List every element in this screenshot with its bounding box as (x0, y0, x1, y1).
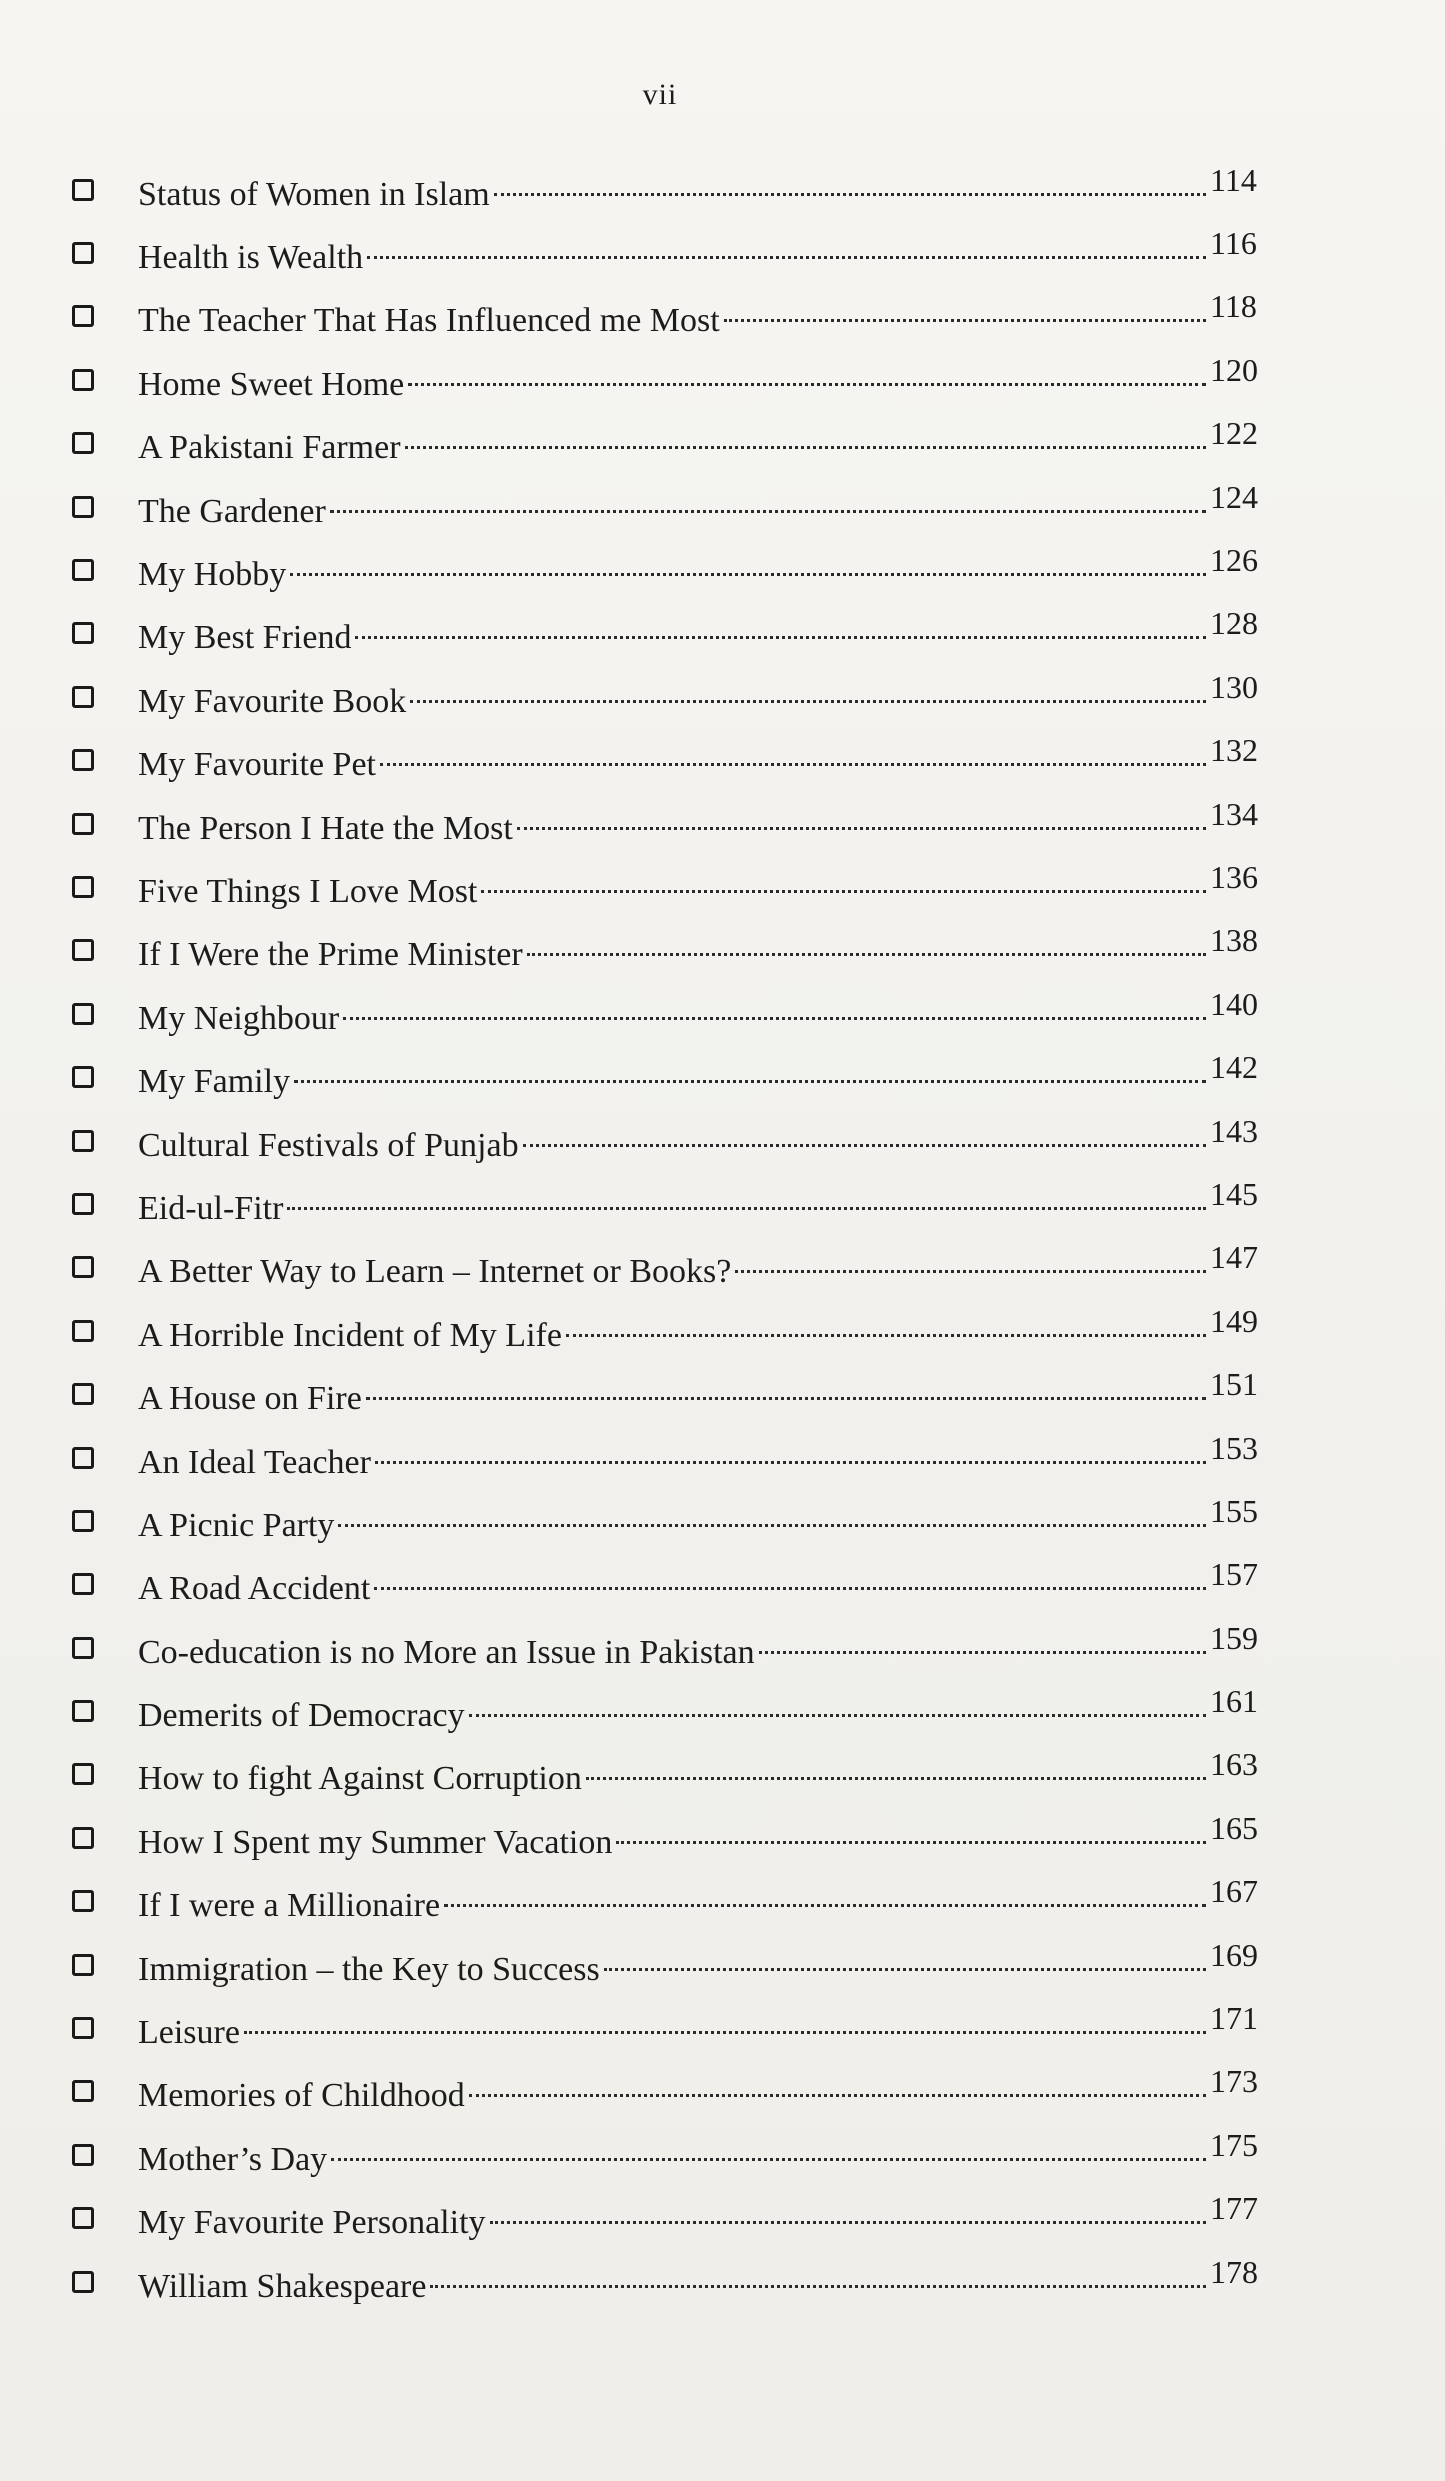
checkbox-icon[interactable] (72, 1700, 94, 1722)
checkbox-icon[interactable] (72, 2207, 94, 2229)
checkbox-icon[interactable] (72, 242, 94, 264)
toc-entry-line (138, 291, 1272, 341)
checkbox-icon[interactable] (72, 1637, 94, 1659)
toc-entry-line (138, 862, 1272, 912)
checkbox-icon[interactable] (72, 939, 94, 961)
toc-entry-title: A Horrible Incident of My Life (138, 1316, 562, 1354)
toc-entry-line (138, 1749, 1272, 1799)
toc-entry-page-number: 134 (1210, 798, 1258, 832)
toc-entry-page-number: 155 (1210, 1495, 1258, 1529)
dot-leader (527, 925, 1206, 965)
toc-entry-line (138, 2066, 1272, 2116)
toc-entry-line (138, 355, 1272, 405)
toc-entry-line (138, 989, 1272, 1039)
dot-leader (366, 1369, 1206, 1409)
toc-entry-page-number: 145 (1210, 1178, 1258, 1212)
toc-entry-page-number: 130 (1210, 671, 1258, 705)
checkbox-icon[interactable] (72, 686, 94, 708)
toc-entry[interactable] (72, 1362, 1272, 1425)
dot-leader (331, 2130, 1206, 2170)
dot-leader (735, 1242, 1206, 1282)
checkbox-icon[interactable] (72, 1130, 94, 1152)
dot-leader (517, 799, 1206, 839)
checkbox-icon[interactable] (72, 813, 94, 835)
toc-entry-title: Health is Wealth (138, 239, 364, 277)
checkbox-icon[interactable] (72, 1066, 94, 1088)
dot-leader (444, 1876, 1206, 1916)
dot-leader (244, 2003, 1206, 2043)
toc-entry-title: Five Things I Love Most (138, 872, 478, 910)
toc-entry-line (138, 545, 1272, 595)
toc-entry[interactable] (72, 348, 1272, 411)
toc-entry[interactable] (72, 285, 1272, 348)
toc-entry-line (138, 165, 1272, 215)
table-of-contents (72, 158, 1272, 2313)
toc-entry-title: Mother’s Day (138, 2140, 328, 2178)
dot-leader (330, 482, 1206, 522)
page-number: vii (642, 78, 678, 111)
toc-entry-title: My Favourite Book (138, 682, 407, 720)
dot-leader (355, 608, 1206, 648)
toc-entry-title: William Shakespeare (138, 2267, 427, 2305)
toc-entry[interactable] (72, 2060, 1272, 2123)
toc-entry[interactable] (72, 475, 1272, 538)
toc-entry-page-number: 149 (1210, 1305, 1258, 1339)
toc-entry-title: My Hobby (138, 556, 287, 594)
toc-entry-title: The Person I Hate the Most (138, 809, 513, 847)
toc-entry-line (138, 925, 1272, 975)
toc-entry-title: How to fight Against Corruption (138, 1760, 582, 1798)
toc-entry-title: My Favourite Pet (138, 746, 376, 784)
toc-entry-line (138, 482, 1272, 532)
toc-entry-title: How I Spent my Summer Vacation (138, 1823, 613, 1861)
toc-entry-page-number: 157 (1210, 1559, 1258, 1593)
toc-entry-title: Cultural Festivals of Punjab (138, 1126, 519, 1164)
toc-entry-line (138, 1369, 1272, 1419)
toc-entry-page-number: 128 (1210, 608, 1258, 642)
toc-entry-page-number: 114 (1210, 164, 1257, 198)
toc-entry-line (138, 799, 1272, 849)
toc-entry-page-number: 169 (1210, 1939, 1258, 1973)
toc-entry[interactable] (72, 1299, 1272, 1362)
toc-entry-title: My Best Friend (138, 619, 352, 657)
toc-entry[interactable] (72, 729, 1272, 792)
dot-leader (523, 1116, 1206, 1156)
toc-entry[interactable] (72, 1236, 1272, 1299)
toc-entry-title: My Neighbour (138, 999, 340, 1037)
toc-entry-title: The Teacher That Has Influenced me Most (138, 302, 720, 340)
dot-leader (343, 989, 1206, 1029)
checkbox-icon[interactable] (72, 1256, 94, 1278)
dot-leader (759, 1623, 1206, 1663)
toc-entry-line (138, 1940, 1272, 1990)
dot-leader (375, 1433, 1206, 1473)
dot-leader (287, 1179, 1206, 1219)
toc-entry-page-number: 124 (1210, 481, 1258, 515)
dot-leader (490, 2193, 1206, 2233)
toc-entry-page-number: 132 (1210, 735, 1258, 769)
toc-entry-page-number: 140 (1210, 988, 1258, 1022)
toc-entry-page-number: 116 (1210, 228, 1257, 262)
toc-entry-line (138, 2130, 1272, 2180)
toc-entry-page-number: 175 (1210, 2129, 1258, 2163)
toc-entry-page-number: 167 (1210, 1876, 1258, 1910)
toc-entry[interactable] (72, 412, 1272, 475)
toc-entry[interactable] (72, 855, 1272, 918)
toc-entry[interactable] (72, 1870, 1272, 1933)
toc-entry[interactable] (72, 2123, 1272, 2186)
toc-entry-page-number: 173 (1210, 2066, 1258, 2100)
checkbox-icon[interactable] (72, 2271, 94, 2293)
toc-entry-title: The Gardener (138, 492, 326, 530)
checkbox-icon[interactable] (72, 1954, 94, 1976)
dot-leader (408, 355, 1206, 395)
toc-entry-line (138, 1433, 1272, 1483)
checkbox-icon[interactable] (72, 305, 94, 327)
toc-entry-line (138, 1876, 1272, 1926)
toc-entry[interactable] (72, 982, 1272, 1045)
toc-entry-title: A Better Way to Learn – Internet or Books? (138, 1253, 732, 1291)
toc-entry-page-number: 118 (1210, 291, 1257, 325)
checkbox-icon[interactable] (72, 496, 94, 518)
checkbox-icon[interactable] (72, 876, 94, 898)
checkbox-icon[interactable] (72, 369, 94, 391)
toc-entry[interactable] (72, 1806, 1272, 1869)
toc-entry-title: If I Were the Prime Minister (138, 936, 523, 974)
toc-entry-page-number: 165 (1210, 1812, 1258, 1846)
toc-entry-line (138, 1179, 1272, 1229)
toc-entry-page-number: 163 (1210, 1749, 1258, 1783)
toc-entry-page-number: 142 (1210, 1052, 1258, 1086)
toc-entry[interactable] (72, 602, 1272, 665)
checkbox-icon[interactable] (72, 1383, 94, 1405)
dot-leader (586, 1749, 1206, 1789)
checkbox-icon[interactable] (72, 1510, 94, 1532)
toc-entry-line (138, 1242, 1272, 1292)
toc-entry-title: My Family (138, 1063, 291, 1101)
toc-entry[interactable] (72, 1743, 1272, 1806)
checkbox-icon[interactable] (72, 749, 94, 771)
toc-entry[interactable] (72, 1045, 1272, 1108)
toc-entry-line (138, 1496, 1272, 1546)
checkbox-icon[interactable] (72, 1320, 94, 1342)
checkbox-icon[interactable] (72, 2017, 94, 2039)
dot-leader (294, 1052, 1206, 1092)
toc-entry[interactable] (72, 1616, 1272, 1679)
dot-leader (367, 228, 1206, 268)
checkbox-icon[interactable] (72, 622, 94, 644)
toc-entry[interactable] (72, 221, 1272, 284)
toc-entry-page-number: 151 (1210, 1369, 1258, 1403)
toc-entry-title: Demerits of Democracy (138, 1697, 465, 1735)
toc-entry-title: Home Sweet Home (138, 365, 405, 403)
toc-entry-line (138, 2193, 1272, 2243)
toc-entry-title: Immigration – the Key to Success (138, 1950, 600, 1988)
dot-leader (430, 2257, 1206, 2297)
toc-entry[interactable] (72, 1996, 1272, 2059)
toc-entry[interactable] (72, 792, 1272, 855)
toc-entry-title: A Road Accident (138, 1570, 371, 1608)
dot-leader (724, 291, 1206, 331)
toc-entry-title: Eid-ul-Fitr (138, 1189, 284, 1227)
toc-entry-page-number: 136 (1210, 861, 1258, 895)
toc-entry-page-number: 178 (1210, 2256, 1258, 2290)
toc-entry-page-number: 122 (1210, 418, 1258, 452)
toc-entry[interactable] (72, 919, 1272, 982)
checkbox-icon[interactable] (72, 1573, 94, 1595)
toc-entry[interactable] (72, 1933, 1272, 1996)
dot-leader (405, 418, 1206, 458)
toc-entry-line (138, 672, 1272, 722)
checkbox-icon[interactable] (72, 1763, 94, 1785)
toc-entry[interactable] (72, 1679, 1272, 1742)
dot-leader (494, 165, 1206, 205)
checkbox-icon[interactable] (72, 1890, 94, 1912)
toc-entry-title: Co-education is no More an Issue in Pakistan (138, 1633, 755, 1671)
toc-entry-line (138, 1559, 1272, 1609)
toc-entry-line (138, 1813, 1272, 1863)
dot-leader (469, 2066, 1206, 2106)
checkbox-icon[interactable] (72, 559, 94, 581)
toc-entry-page-number: 126 (1210, 545, 1258, 579)
toc-entry-line (138, 228, 1272, 278)
checkbox-icon[interactable] (72, 1447, 94, 1469)
toc-entry-title: If I were a Millionaire (138, 1887, 441, 1925)
checkbox-icon[interactable] (72, 1003, 94, 1025)
toc-entry-page-number: 161 (1210, 1686, 1258, 1720)
toc-entry[interactable] (72, 1553, 1272, 1616)
dot-leader (410, 672, 1206, 712)
toc-entry-line (138, 2003, 1272, 2053)
toc-entry-title: My Favourite Personality (138, 2204, 486, 2242)
toc-entry-page-number: 143 (1210, 1115, 1258, 1149)
dot-leader (481, 862, 1206, 902)
toc-entry-page-number: 159 (1210, 1622, 1258, 1656)
toc-entry-line (138, 1116, 1272, 1166)
dot-leader (469, 1686, 1206, 1726)
toc-entry-title: A Picnic Party (138, 1506, 335, 1544)
toc-entry-line (138, 1052, 1272, 1102)
toc-entry-title: A Pakistani Farmer (138, 429, 401, 467)
toc-entry[interactable] (72, 665, 1272, 728)
toc-entry-page-number: 177 (1210, 2193, 1258, 2227)
toc-entry-title: A House on Fire (138, 1380, 362, 1418)
toc-entry-page-number: 153 (1210, 1432, 1258, 1466)
toc-entry-line (138, 1306, 1272, 1356)
toc-entry[interactable] (72, 2187, 1272, 2250)
toc-entry-page-number: 120 (1210, 354, 1258, 388)
toc-entry-line (138, 2257, 1272, 2307)
toc-entry-page-number: 147 (1210, 1242, 1258, 1276)
checkbox-icon[interactable] (72, 179, 94, 201)
dot-leader (380, 735, 1206, 775)
toc-entry[interactable] (72, 158, 1272, 221)
dot-leader (338, 1496, 1206, 1536)
toc-entry-page-number: 138 (1210, 925, 1258, 959)
toc-entry[interactable] (72, 1426, 1272, 1489)
toc-entry[interactable] (72, 1109, 1272, 1172)
toc-entry[interactable] (72, 1489, 1272, 1552)
toc-entry[interactable] (72, 538, 1272, 601)
checkbox-icon[interactable] (72, 2080, 94, 2102)
checkbox-icon[interactable] (72, 1827, 94, 1849)
dot-leader (374, 1559, 1206, 1599)
dot-leader (290, 545, 1206, 585)
dot-leader (566, 1306, 1206, 1346)
dot-leader (616, 1813, 1206, 1853)
toc-entry-page-number: 171 (1210, 2003, 1258, 2037)
toc-entry-line (138, 735, 1272, 785)
toc-entry-line (138, 608, 1272, 658)
toc-entry-line (138, 1686, 1272, 1736)
checkbox-icon[interactable] (72, 432, 94, 454)
dot-leader (604, 1940, 1206, 1980)
toc-entry-title: Leisure (138, 2014, 240, 2052)
toc-entry[interactable] (72, 2250, 1272, 2313)
toc-entry-line (138, 418, 1272, 468)
toc-entry-title: An Ideal Teacher (138, 1443, 371, 1481)
toc-entry-title: Status of Women in Islam (138, 175, 490, 213)
toc-entry-title: Memories of Childhood (138, 2077, 465, 2115)
checkbox-icon[interactable] (72, 1193, 94, 1215)
toc-entry-line (138, 1623, 1272, 1673)
checkbox-icon[interactable] (72, 2144, 94, 2166)
toc-entry[interactable] (72, 1172, 1272, 1235)
